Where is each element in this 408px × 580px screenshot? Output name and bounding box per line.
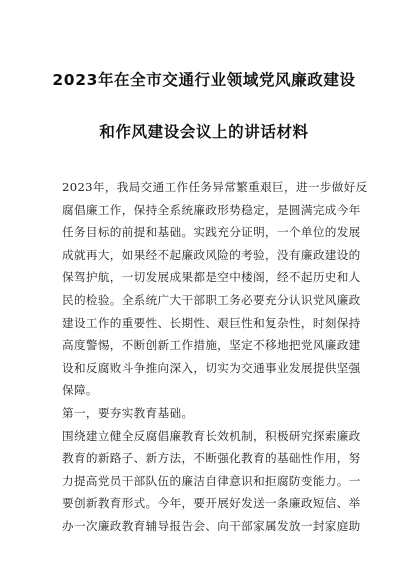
document-title-line-1: 2023年在全市交通行业领域党风廉政建设 [52,71,356,89]
body-line: 要创新教育形式。今年，要开展好发送一条廉政短信、举 [62,496,361,511]
body-line: 保障。 [62,383,98,398]
body-line: 建设工作的重要性、长期性、艰巨性和复杂性，时刻保持 [62,315,361,330]
body-line: 高度警惕，不断创新工作措施，坚定不移地把党风廉政建 [62,338,361,353]
body-line: 任务目标的前提和基础。实践充分证明，一个单位的发展 [62,225,361,240]
body-line: 保驾护航，一切发展成果都是空中楼阁，经不起历史和人 [62,270,361,285]
body-line: 成就再大，如果经不起廉政风险的考验，没有廉政建设的 [62,247,361,262]
body-line: 围绕建立健全反腐倡廉教育长效机制，积极研究探索廉政 [62,428,361,443]
document-title-line-2: 和作风建设会议上的讲话材料 [99,123,309,141]
body-line: 教育的新路子、新方法，不断强化教育的基础性作用，努 [62,451,361,466]
section-heading: 第一，要夯实教育基础。 [62,405,194,420]
body-line: 2023年，我局交通工作任务异常繁重艰巨，进一步做好反 [62,180,368,194]
body-line: 力提高党员干部队伍的廉洁自律意识和拒腐防变能力。一 [62,473,361,488]
body-line: 民的检验。全系统广大干部职工务必要充分认识党风廉政 [62,292,361,307]
body-line: 办一次廉政教育辅导报告会、向干部家属发放一封家庭助 [62,518,361,533]
body-line: 设和反腐败斗争推向深入，切实为交通事业发展提供坚强 [62,360,361,375]
body-line: 腐倡廉工作，保持全系统廉政形势稳定，是圆满完成今年 [62,202,361,217]
document-body [62,176,368,538]
